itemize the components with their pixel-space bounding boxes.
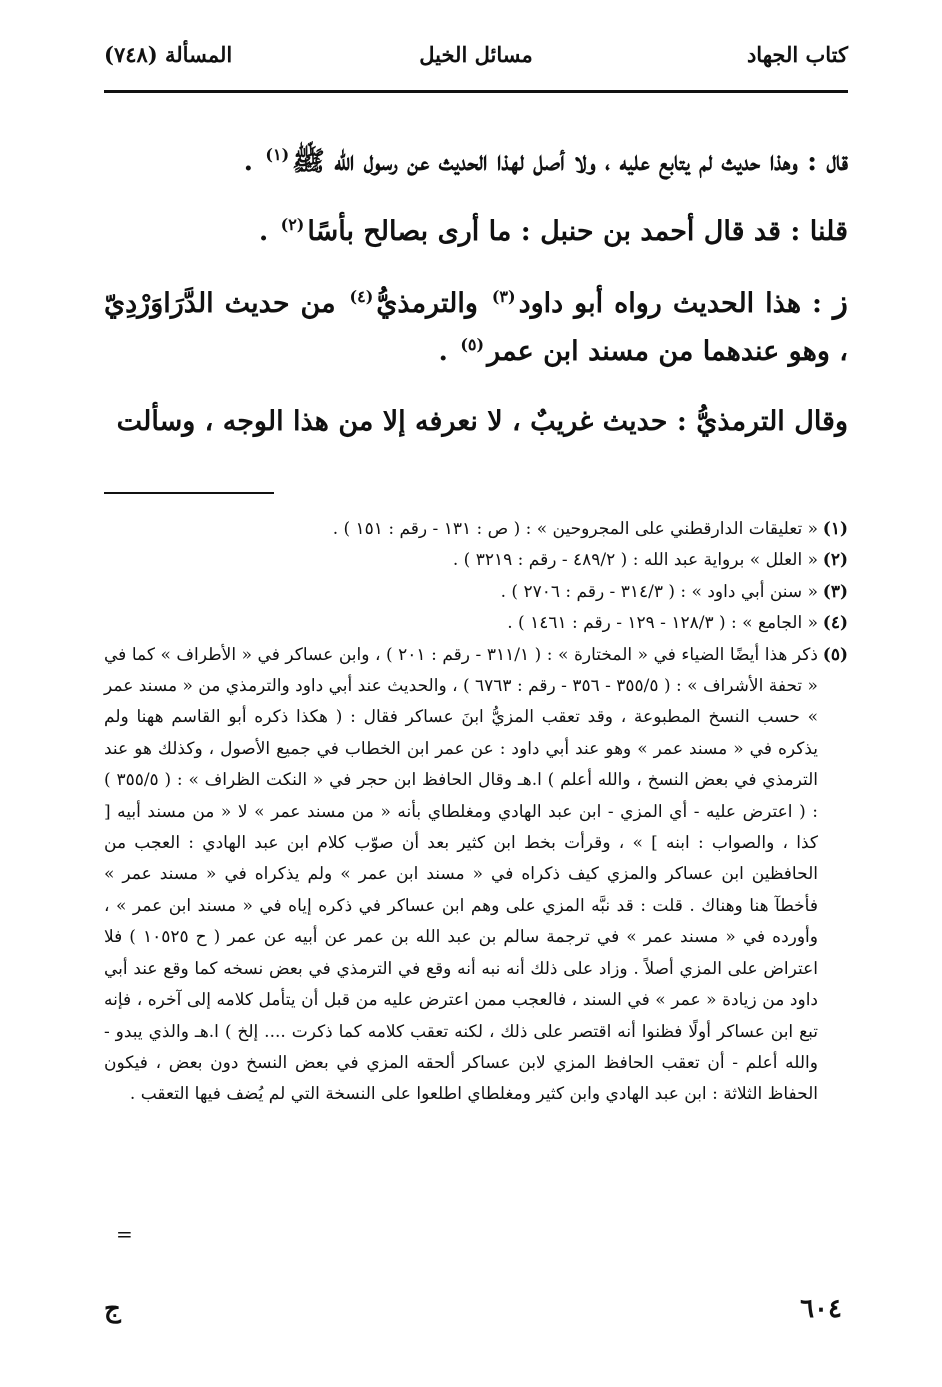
footnote-item [104,577,848,608]
paragraph-4: وقال الترمذيُّ : حديث غريبٌ ، لا نعرفه إلا من هذا الوجه ، وسألت [116,406,848,437]
main-text [104,138,848,468]
footnote-ref-3[interactable]: (٣) [491,287,516,306]
running-header [104,42,848,82]
footnote-ref-2[interactable]: (٢) [280,215,305,234]
footnote-item [104,640,848,1111]
footnote-text: « الجامع » : ( ١٢٨/٣ - ١٢٩ - رقم : ١٤٦١ ) . [507,613,818,634]
footnote-text: « تعليقات الدارقطني على المجروحين » : ( ص : ١٣١ - رقم : ١٥١ ) . [332,519,818,539]
paragraph-2: قلنا : قد قال أحمد بن حنبل : ما أرى بصالح بأسًا$^{(٢)}$ . [258,215,848,247]
footnote-number: (١) [822,519,848,539]
footnote-text: « سنن أبي داود » : ( ٣١٤/٣ - رقم : ٢٧٠٦ ) . [500,581,818,602]
footnote-item [104,608,848,639]
footnote-number: (٤) [822,613,848,634]
paragraph-3: ز : هذا الحديث رواه أبو داود$^{(٣)}$ والترمذيُّ$^{(٤)}$ من حديث الدَّرَاوَرْدِيّ ، وهو عندهما من مسند ابن عمر$^{(٥)}$ . [104,284,848,367]
footnote-ref-4[interactable]: (٤) [349,287,374,306]
footnote-number: (٥) [822,644,848,665]
footnote-ref-5[interactable]: (٥) [460,335,485,354]
footnote-number: (٣) [822,581,848,602]
editor-symbol: ز [833,284,848,320]
header-chapter-title: مسائل الخيل [419,42,533,67]
footnote-text: ذكر هذا أيضًا الضياء في « المختارة » : ( ٣١١/١ - رقم : ٢٠١ ) ، وابن عساكر في « الأطراف » كما في « تحفة الأشراف » : ( ٣٥٥/٥ - ٣٥٦ - رقم : ٦٧٦٣ ) ، والحديث عند أبي داود والترمذي من « مسند عمر » حسب النسخ المطبوعة ، وقد تعقب المزيُّ ابنَ عساكر فقال : ( هكذا ذكره أبو القاسم ههنا ولم يذكره في « مسند عمر » وهو عند أبي داود : عن عمر ابن الخطاب في جميع الأصول ، وكذلك هو عند الترمذي في بعض النسخ ، والله أعلم ) ا.هـ وقال الحافظ ابن حجر في « النكت الظراف » : ( ٣٥٥/٥ ) : ( اعترض عليه - أي المزي - ابن عبد الهادي ومغلطاي بأنه « من مسند عمر » لا « من مسند أبيه [ كذا ، والصواب : ابنه ] » ، وقرأت بخط ابن كثير بعد أن صوّب كلام ابن عبد الهادي : العجب من الحافظين ابن عساكر والمزي كيف ذكراه في « مسند ابن عمر » ولم يذكراه في « مسند عمر » فأخطآ هنا وهناك . قلت : قد نبَّه المزي على وهم ابن عساكر في ذكره إياه في « مسند ابن عمر » ، وأورده في « مسند عمر » في ترجمة سالم بن عبد الله بن عمر عن أبيه عن عمر ( ح ١٠٥٢٥ ) فلا اعتراض على المزي أصلاً . وزاد على ذلك أنه نبه أنه وقع في الترمذي في بعض نسخه كما وقع عند أبي داود من زيادة « عمر » في السند ، فالعجب ممن اعترض عليه من قبل أن يتأمل كلامه إلى آخره ، فإنه تبع ابن عساكر أولًا فظنوا أنه اقتصر على ذلك ، لكنه تعقب كلامه كما ذكرت .... إلخ ) ا.هـ والذي يبدو - والله أعلم - أن تعقب الحافظ المزي لابن عساكر ألحقه المزي في بعض النسخ دون بعض ، فيكون الحفاظ الثلاثة : ابن عبد الهادي وابن كثير ومغلطاي اطلعوا على النسخة التي لم يُضف فيها التعقب . [104,644,818,1105]
footnote-item [104,545,848,576]
footnote-number: (٢) [822,550,848,571]
continuation-mark: = [116,1222,133,1246]
header-rule [104,90,848,93]
header-issue-number: المسألة (٧٤٨) [104,42,233,67]
footnote-text: « العلل » برواية عبد الله : ( ٤٨٩/٢ - رقم : ٣٢١٩ ) . [452,550,818,571]
volume-signature: ج [104,1294,121,1324]
paragraph-1: قال : وهذا حديث لم يتابع عليه ، ولا أصل لهذا الحديث عن رسول الله ﷺ$^{(١)}$ . [243,145,848,177]
page-number: ٦٠٤ [800,1294,842,1324]
footnote-rule [104,492,274,494]
footnote-ref-1[interactable]: (١) [265,145,290,164]
footnote-item [104,514,848,545]
footnotes [104,514,848,1111]
header-book-title: كتاب الجهاد [746,42,848,67]
